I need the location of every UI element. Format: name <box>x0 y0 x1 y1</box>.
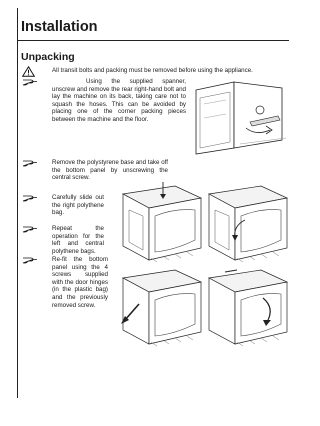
remove-bottom-panel-illustration <box>119 180 205 264</box>
remove-rear-bolt-illustration <box>190 78 290 156</box>
pointing-hand-icon <box>22 194 38 202</box>
pointing-hand-icon <box>22 78 38 86</box>
page-title: Installation <box>21 19 98 35</box>
step-5-text: Re-fit the bottom panel using the 4 screws supplied with the door hinges (in the plastic bag) and the previously removed screw. <box>52 256 108 309</box>
pointing-hand-icon <box>22 256 38 264</box>
left-margin-rule <box>17 8 18 398</box>
pointing-hand-icon <box>22 159 38 167</box>
pointing-hand-icon <box>22 225 38 233</box>
step-1-text: Using the supplied spanner, unscrew and remove the rear right-hand bolt and lay the machine on its back, taking care not to squash the hoses. This can be avoided by placing one of the corner packing pieces between the machine and the floor. <box>52 78 186 123</box>
title-underline <box>17 40 289 41</box>
remove-polythene-bag-illustration <box>205 180 291 264</box>
section-heading: Unpacking <box>21 51 75 63</box>
warning-text: All transit bolts and packing must be removed before using the appliance. <box>52 67 253 74</box>
refit-panel-illustration-right <box>205 264 291 348</box>
step-3-text: Carefully slide out the right polythene bag. <box>52 194 104 217</box>
warning-triangle-icon <box>22 66 35 77</box>
step-4-text: Repeat the operation for the left and central polythene bags. <box>52 225 104 255</box>
refit-panel-illustration-left <box>119 264 205 348</box>
step-2-text: Remove the polystyrene base and take off the bottom panel by unscrewing the central screw. <box>52 159 168 182</box>
